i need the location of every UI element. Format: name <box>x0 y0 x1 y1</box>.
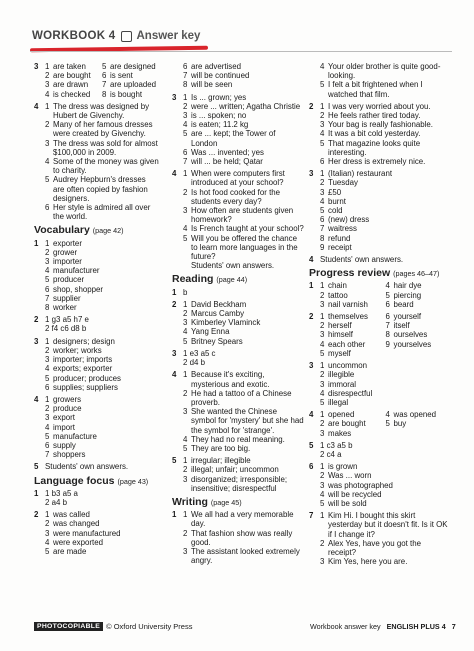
vocab-exercise-3: 3 1 designers; design 2 worker; works 3 importer; imports 4 exports; exporter 5 producer; produces 6 supplies; suppliers <box>34 336 121 392</box>
writing-heading: Writing (page 45) <box>172 495 242 508</box>
progress-exercise-3: 3 1 uncommon 2 illegible 3 immoral 4 disrespectful 5 illegal <box>309 361 373 407</box>
exercise-4: 4 1 The dress was designed by Hubert de Givenchy. 2 Many of her famous dresses were created by Givenchy. 3 The dress was sold for almost $100,000 in 2009. 4 Some of the money was given to charity. 5 Audrey Hepburn's dresses are often copied by fashion designers. 6 Her style is admired all over the world. <box>34 101 159 222</box>
vocab-exercise-4: 4 1 growers 2 produce 3 export 4 import 5 manufacture 6 supply 7 shoppers <box>34 394 97 460</box>
progress-exercise-2: 2 1 themselves 2 herself 3 himself 4 each other 5 myself 6 yourself 7 itself 8 ourselves 9 yourselves <box>309 312 432 358</box>
reading-exercise-2: 2 1 David Beckham 2 Marcus Camby 3 Kimberley Vlaminck 4 Yang Enna 5 Britney Spears <box>172 299 261 346</box>
reading-exercise-4: 4 1 Because it's exciting, mysterious and exotic. 2 He had a tattoo of a Chinese proverb. 3 She wanted the Chinese symbol for 'mystery' but she had the symbol for 'strange'. 4 They had no real meaning. 5 They are too big. <box>172 370 304 453</box>
writing-exercise-1: 1 1 We all had a very memorable day. 2 That fashion show was really good. 3 The assistant looked extremely angry. <box>172 510 300 566</box>
column-1 <box>34 62 159 559</box>
progress-review-heading: Progress review (pages 46–47) <box>309 267 440 280</box>
progress-exercise-4: 4 1 opened 2 are bought 3 makes 4 was opened 5 buy <box>309 410 437 438</box>
page-number: 7 <box>451 622 456 631</box>
exercise-4b: 4 1 When were computers first introduced at your school? 2 Is hot food cooked for the students every day? 3 How often are students given homework? 4 Is French taught at your school? 5 Will you be offered the chance to learn more languages in the future? Students' own answers. <box>172 169 304 271</box>
writing-exercise-4: 4 Students' own answers. <box>309 255 404 265</box>
series-name: ENGLISH PLUS 4 <box>386 622 446 631</box>
reading-exercise-5: 5 1 irregular; illegible 2 illegal; unfair; uncommon 3 disorganized; irresponsible; insensitive; disrespectful <box>172 456 288 493</box>
column-2 <box>172 62 304 568</box>
footer-label: Workbook answer key <box>310 622 381 631</box>
square-icon <box>121 31 132 42</box>
language-focus-heading: Language focus (page 43) <box>34 474 149 487</box>
writing-exercise-2: 2 1 I was very worried about you. 2 He feels rather tired today. 3 Your bag is really fashionable. 4 It was a bit cold yesterday. 5 That magazine looks quite interesting. 6 Her dress is extremely nice. <box>309 101 433 167</box>
language-exercise-2: 2 1 was called 2 was changed 3 were manufactured 4 were exported 5 are made <box>34 510 121 556</box>
footer-right <box>310 622 456 631</box>
vocab-exercise-1: 1 1 exporter 2 grower 3 importer 4 manufacturer 5 producer 6 shop, shopper 7 supplier 8 worker <box>34 238 104 313</box>
footer-left <box>34 622 192 631</box>
vocabulary-heading: Vocabulary (page 42) <box>34 224 124 237</box>
exercise-3: 3 1 are taken 2 are bought 3 are drawn 4 is checked 5 are designed 6 is sent 7 are uploaded 8 is bought <box>34 62 157 99</box>
progress-exercise-5: 5 1 c 3 a 5 b 2 c 4 a <box>309 440 353 459</box>
progress-exercise-1: 1 1 chain 2 tattoo 3 nail varnish 4 hair dye 5 piercing 6 beard <box>309 281 422 309</box>
progress-exercise-7: 7 1 Kim Hi. I bought this skirt yesterday but it doesn't fit. Is it OK if I change it? 2 Alex Yes, have you got the receipt? 3 Kim Yes, here you are. <box>309 511 448 567</box>
workbook-title: WORKBOOK 4 <box>32 30 116 42</box>
publisher-credit: © Oxford University Press <box>106 622 193 631</box>
header-divider <box>30 51 452 52</box>
vocab-exercise-2: 2 1 g 3 a 5 h 7 e 2 f 4 c 6 d 8 b <box>34 315 89 334</box>
page-header <box>32 24 200 48</box>
photocopiable-badge: PHOTOCOPIABLE <box>34 622 103 631</box>
exercise-continued: 6 are advertised 7 will be continued 8 will be seen <box>183 62 250 90</box>
progress-exercise-6: 6 1 is grown 2 Was ... worn 3 was photographed 4 will be recycled 5 will be sold <box>309 462 393 508</box>
answer-key-subtitle: Answer key <box>136 30 201 42</box>
writing-exercise-3: 3 1 (Italian) restaurant 2 Tuesday 3 £50 4 burnt 5 cold 6 (new) dress 7 waitress 8 refund 9 receipt <box>309 169 393 252</box>
reading-exercise-1: 1 b <box>172 287 188 297</box>
reading-heading: Reading (page 44) <box>172 273 248 286</box>
exercise-3b: 3 1 Is ... grown; yes 2 were ... written; Agatha Christie 3 is ... spoken; no 4 is eaten; 11.2 kg 5 are ... kept; the Tower of London 6 Was ... invented; yes 7 will ... be held; Qatar <box>172 92 301 167</box>
exercise-continued-3: 4 Your older brother is quite good-looking. 5 I felt a bit frightened when I watched that film. <box>320 62 441 99</box>
column-3 <box>309 62 451 569</box>
language-exercise-1: 1 1 b 3 a 5 a 2 a 4 b <box>34 488 78 507</box>
vocab-exercise-5: 5 Students' own answers. <box>34 462 129 472</box>
reading-exercise-3: 3 1 e 3 a 5 c 2 d 4 b <box>172 348 216 368</box>
